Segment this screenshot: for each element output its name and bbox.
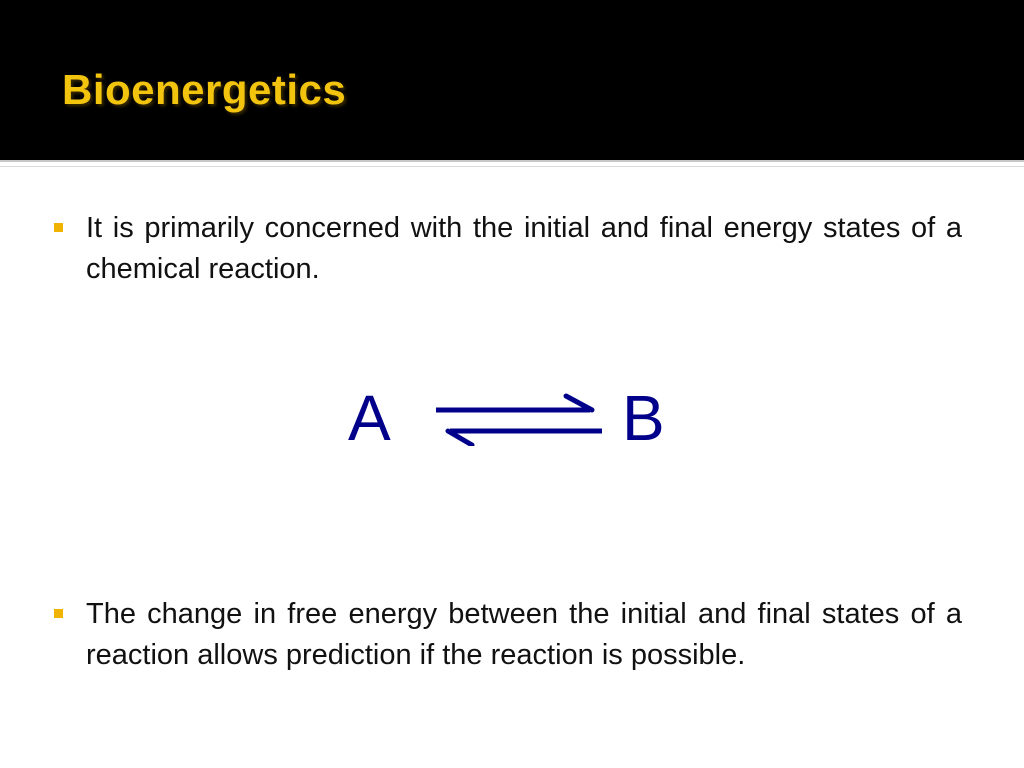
reaction-equation xyxy=(340,380,680,460)
square-bullet-icon xyxy=(54,609,63,618)
title-divider-thin xyxy=(0,166,1024,167)
title-bar xyxy=(0,0,1024,160)
product-label: B xyxy=(622,382,665,454)
bullet-text: The change in free energy between the initial and final states of a reaction allows prediction if the reaction is possible. xyxy=(86,598,962,671)
bullet-text: It is primarily concerned with the initial and final energy states of a chemical reaction. xyxy=(86,212,962,285)
square-bullet-icon xyxy=(54,223,63,232)
title-divider xyxy=(0,160,1024,162)
slide-title: Bioenergetics xyxy=(62,66,347,113)
reactant-label: A xyxy=(348,382,391,454)
equilibrium-arrows-icon xyxy=(430,390,610,446)
